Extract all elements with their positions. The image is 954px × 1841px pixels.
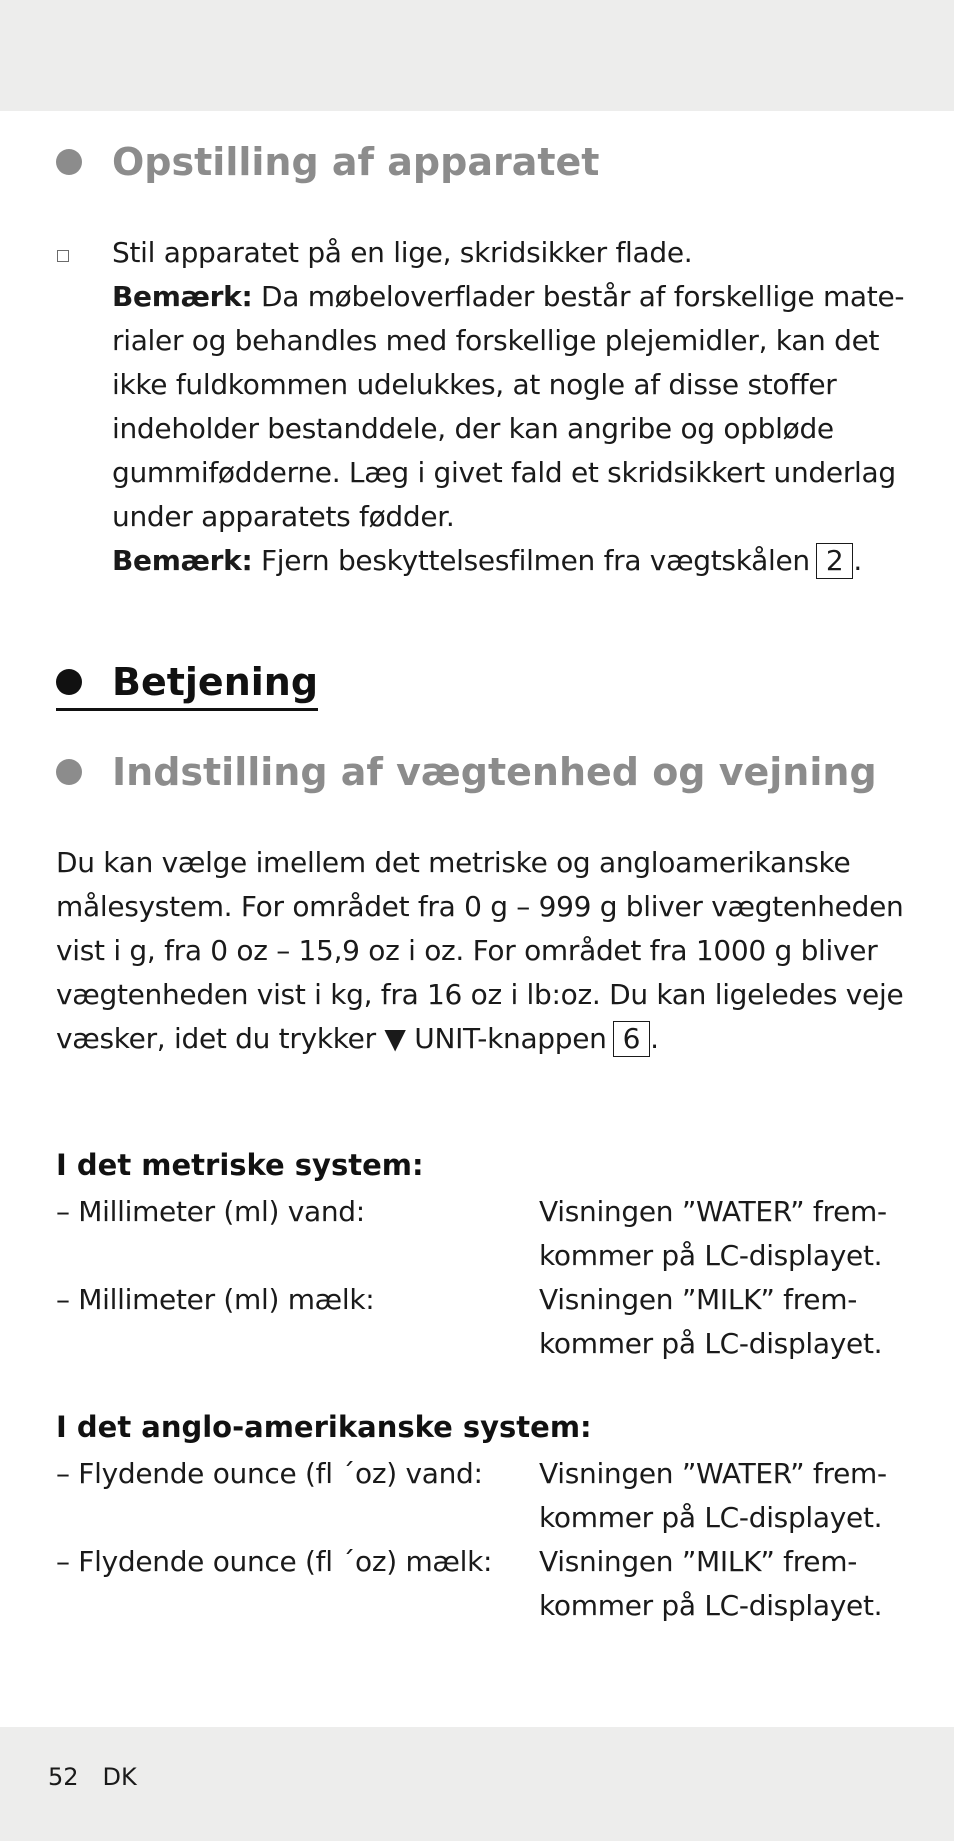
paragraph-text: Du kan vælge imellem det metriske og angloamerikanske målesystem. For området fra 0 g – 999 g bliver vægtenheden vist i g, fra 0 oz – 15,9 oz i oz. For området fra 1000 g bliver vægtenheden vist i kg, fra 16 oz i lb:oz. Du kan ligeledes veje væsker, idet du trykker ▼ UNIT-knappen [56,846,904,1055]
heading-text: Betjening [112,660,319,704]
bullet-text: Stil apparatet på en lige, skridsikker flade. [112,236,693,269]
section-heading-setup [56,140,599,184]
note-text: Da møbeloverflader består af forskellige mate-rialer og behandles med forskellige plejemidler, kan det ikke fuldkommen udelukkes, at nogle af disse stoffer indeholder bestanddele, der kan angribe og opbløde gummifødderne. Læg i givet fald et skridsikkert underlag under apparatets fødder. [112,280,905,533]
language-code: DK [102,1763,137,1791]
row-value: Visningen ”WATER” frem-kommer på LC-displayet. [539,1195,887,1272]
bullet-dot-icon [56,669,82,695]
imperial-title: I det anglo-amerikanske system: [56,1410,592,1444]
row-label: – Flydende ounce (fl ´oz) vand: [56,1457,483,1490]
square-bullet-icon [57,250,69,262]
period: . [853,544,862,577]
section-heading-operation [56,660,318,711]
part-reference-box: 2 [816,543,854,579]
row-label: – Flydende ounce (fl ´oz) mælk: [56,1545,493,1578]
note-label: Bemærk: [112,544,253,577]
note-label: Bemærk: [112,280,253,313]
page-number: 52 [48,1763,79,1791]
bullet-dot-icon [56,149,82,175]
part-reference-box: 6 [613,1021,651,1057]
page-footer [48,1763,161,1791]
row-value: Visningen ”MILK” frem-kommer på LC-displayet. [539,1283,883,1360]
row-value: Visningen ”MILK” frem-kommer på LC-displayet. [539,1545,883,1622]
period: . [650,1022,659,1055]
heading-text: Opstilling af apparatet [112,140,600,184]
note-2 [112,539,912,583]
unit-paragraph [56,841,916,1061]
bullet-dot-icon [56,759,82,785]
row-label: – Millimeter (ml) mælk: [56,1283,375,1316]
row-label: – Millimeter (ml) vand: [56,1195,365,1228]
note-text: Fjern beskyttelsesfilmen fra vægtskålen [260,544,810,577]
metric-title: I det metriske system: [56,1148,424,1182]
heading-text: Indstilling af vægtenhed og vejning [112,750,877,794]
setup-instructions [112,231,912,583]
section-heading-unit-setting [56,750,877,794]
note-1 [112,275,912,539]
top-band [0,0,954,111]
row-value: Visningen ”WATER” frem-kommer på LC-displayet. [539,1457,887,1534]
